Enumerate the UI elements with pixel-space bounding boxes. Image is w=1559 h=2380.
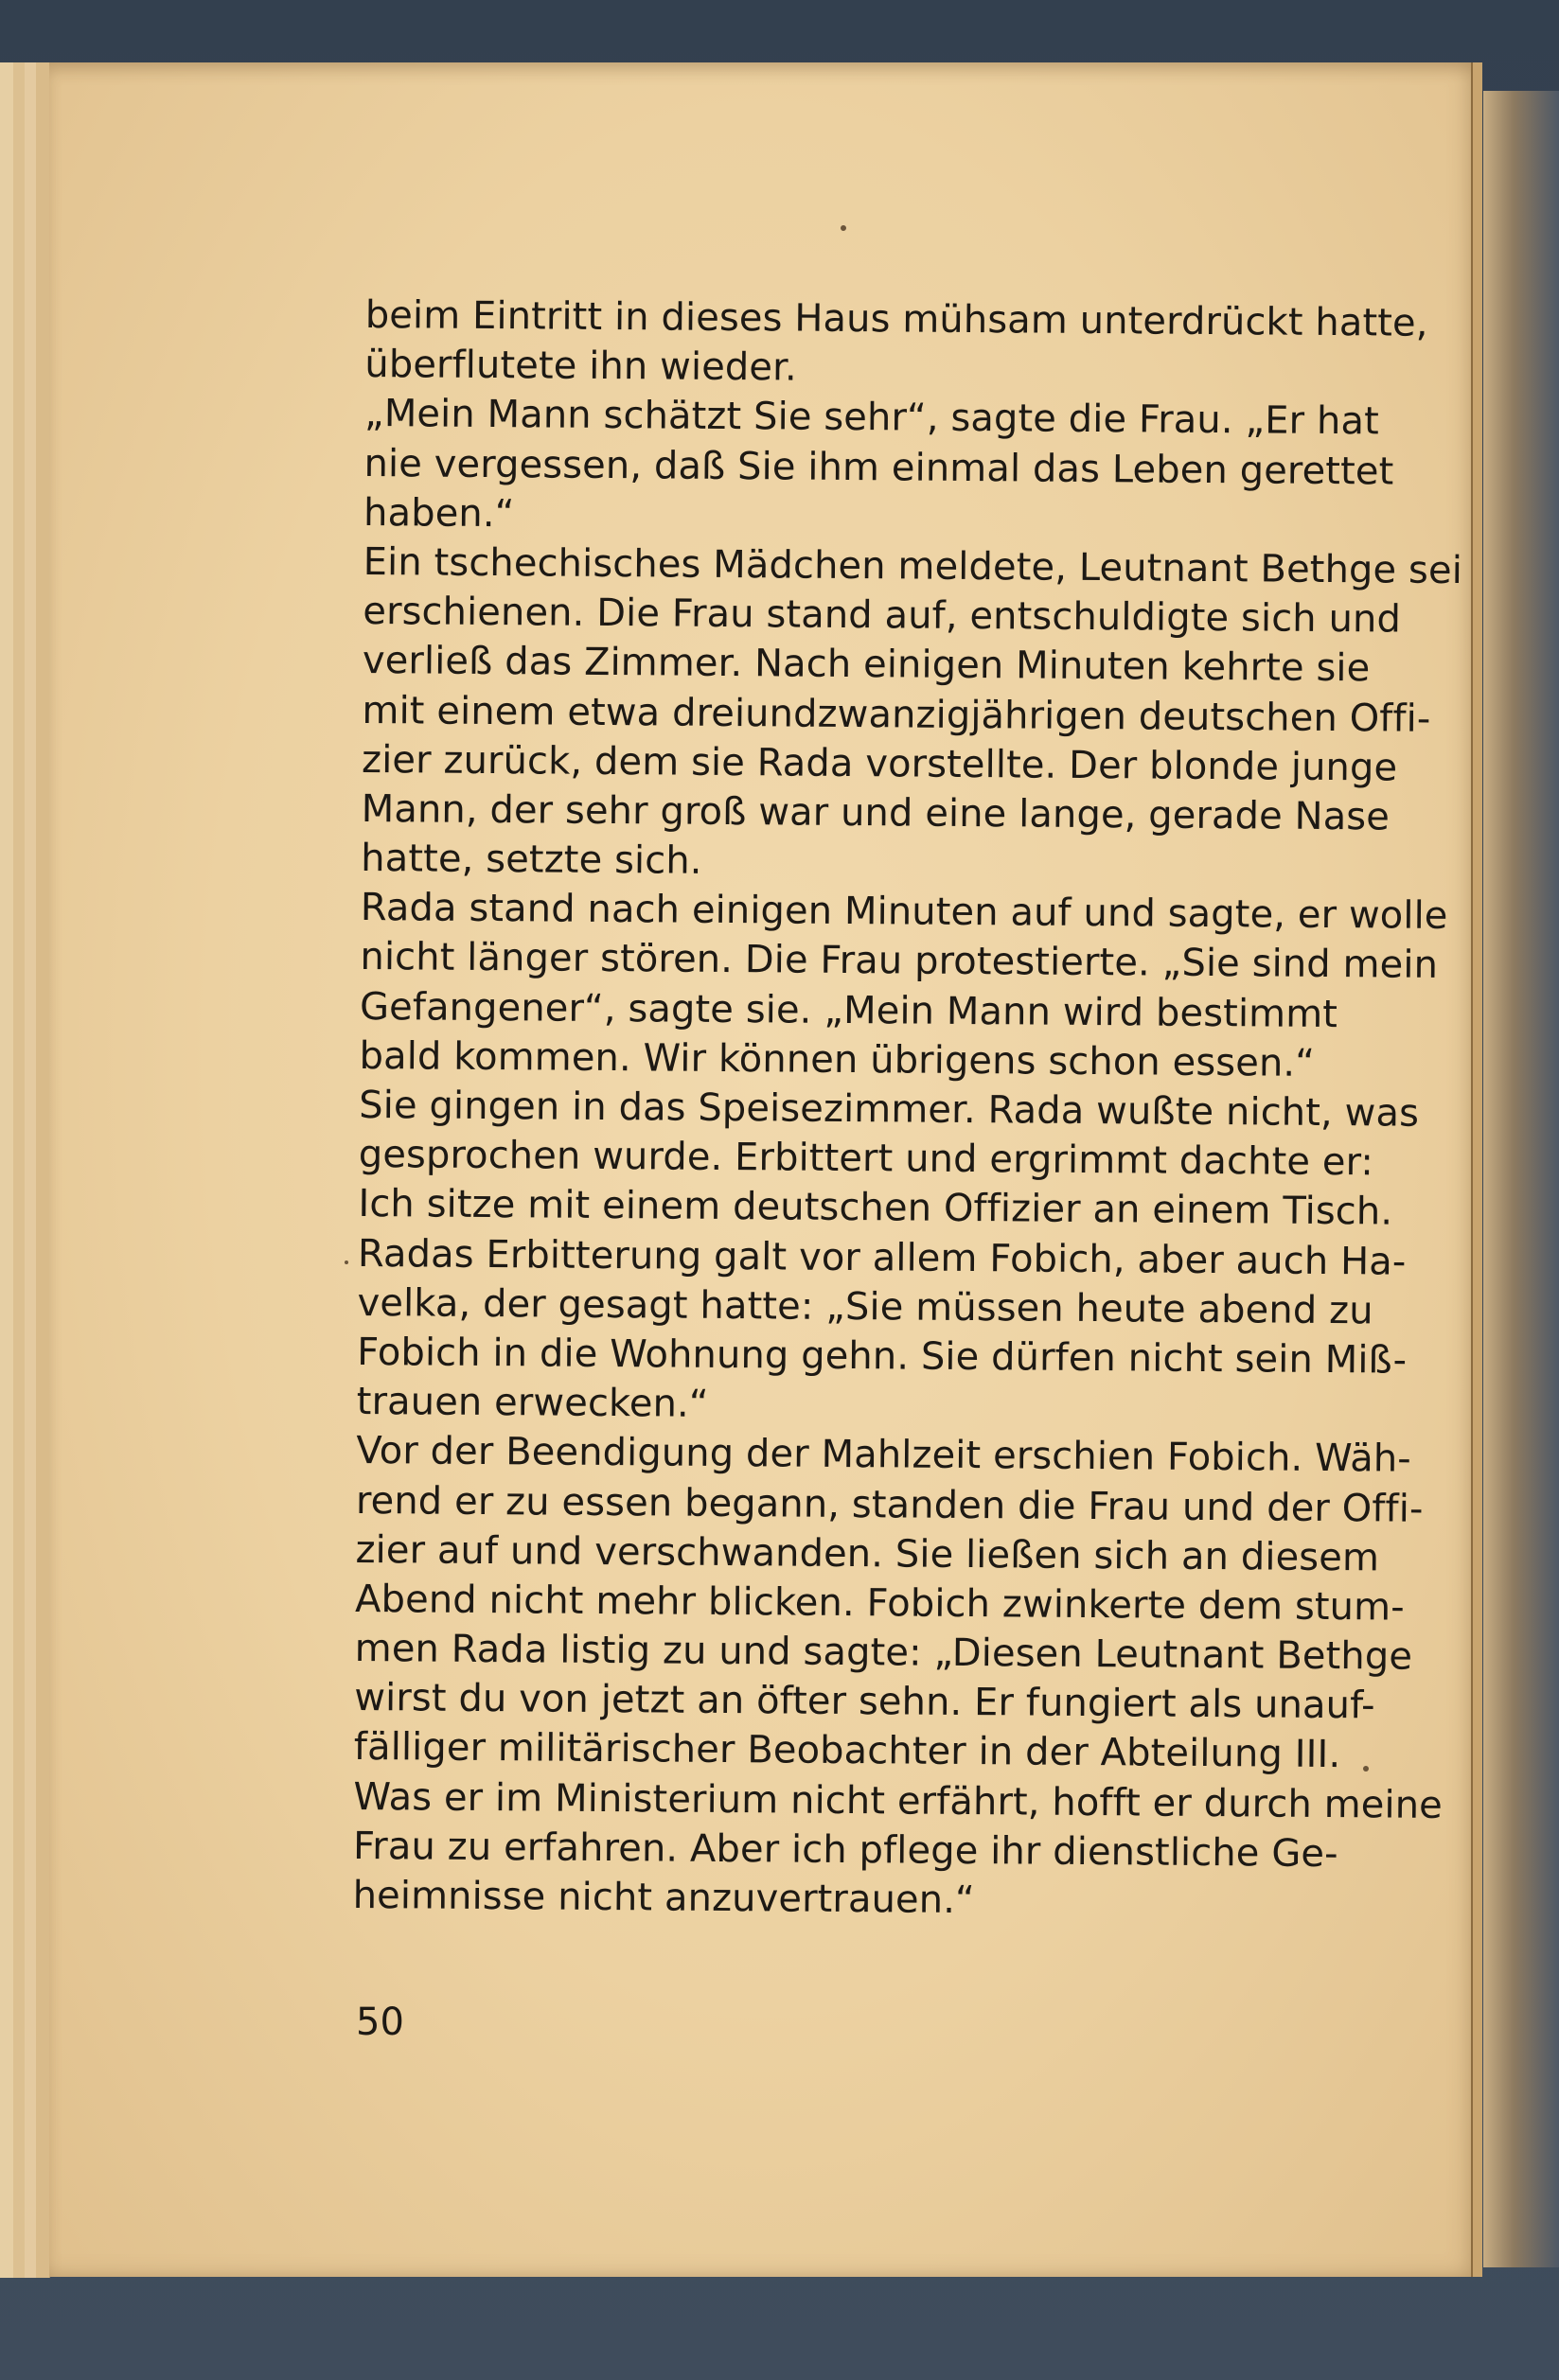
text-line: Sie gingen in das Speisezimmer. Rada wußte nicht, was — [359, 1083, 1420, 1136]
text-line: Rada stand nach einigen Minuten auf und sagte, er wolle — [360, 886, 1448, 939]
text-line: Ich sitze mit einem deutschen Offizier an einem Tisch. — [358, 1182, 1393, 1234]
text-line: Vor der Beendigung der Mahlzeit erschien Fobich. Wäh- — [356, 1429, 1411, 1482]
paper-speck — [841, 225, 846, 231]
page-edge — [0, 62, 14, 2278]
page-number: 50 — [356, 2001, 404, 2044]
text-line: Abend nicht mehr blicken. Fobich zwinkerte dem stum- — [354, 1577, 1405, 1630]
text-line: Radas Erbitterung galt vor allem Fobich, aber auch Ha- — [357, 1231, 1407, 1284]
text-line: zier zurück, dem sie Rada vorstellte. Der blonde junge — [361, 737, 1398, 790]
text-line: erschienen. Die Frau stand auf, entschuldigte sich und — [363, 590, 1402, 642]
body-text — [352, 291, 1463, 1928]
text-line: heimnisse nicht anzuvertrauen.“ — [352, 1873, 975, 1923]
text-line: Was er im Ministerium nicht erfährt, hofft er durch meine — [353, 1774, 1444, 1827]
text-line: fälliger militärischer Beobachter in der Abteilung III. — [353, 1725, 1341, 1777]
text-line: Frau zu erfahren. Aber ich pflege ihr dienstliche Ge- — [352, 1824, 1338, 1876]
text-line: Gefangener“, sagte sie. „Mein Mann wird bestimmt — [359, 984, 1338, 1036]
text-line: gesprochen wurde. Erbittert und ergrimmt dachte er: — [358, 1133, 1374, 1185]
page-gutter — [1471, 62, 1482, 2277]
text-line: velka, der gesagt hatte: „Sie müssen heute abend zu — [357, 1280, 1373, 1333]
text-line: men Rada listig zu und sagte: „Diesen Leutnant Bethge — [354, 1627, 1413, 1679]
text-line: Mann, der sehr groß war und eine lange, gerade Nase — [361, 786, 1391, 839]
text-line: beim Eintritt in dieses Haus mühsam unterdrückt hatte, — [364, 292, 1428, 345]
text-line: zier auf und verschwanden. Sie ließen sich an diesem — [355, 1527, 1380, 1580]
text-line: bald kommen. Wir können übrigens schon essen.“ — [359, 1033, 1316, 1085]
paper-speck — [1363, 1766, 1369, 1772]
text-line: nicht länger stören. Die Frau protestierte. „Sie sind mein — [360, 935, 1439, 988]
text-line: hatte, setzte sich. — [361, 837, 702, 883]
text-line: Ein tschechisches Mädchen meldete, Leutnant Bethge sei — [363, 539, 1463, 593]
text-line: wirst du von jetzt an öfter sehn. Er fungiert als unauf- — [354, 1676, 1375, 1728]
text-line: haben.“ — [363, 490, 515, 536]
book-binding — [1483, 91, 1559, 2267]
text-line: verließ das Zimmer. Nach einigen Minuten kehrte sie — [362, 639, 1371, 691]
text-line: „Mein Mann schätzt Sie sehr“, sagte die Frau. „Er hat — [363, 392, 1380, 444]
text-line: trauen erwecken.“ — [356, 1380, 709, 1427]
text-line: rend er zu essen begann, standen die Frau und der Offi- — [355, 1478, 1424, 1531]
page-edge — [36, 62, 50, 2278]
paper-speck — [345, 1261, 348, 1264]
text-line: mit einem etwa dreiundzwanzigjährigen deutschen Offi- — [362, 688, 1431, 741]
text-line: Fobich in die Wohnung gehn. Sie dürfen nicht sein Miß- — [357, 1330, 1408, 1383]
text-line: überflutete ihn wieder. — [364, 343, 797, 390]
text-line: nie vergessen, daß Sie ihm einmal das Leben gerettet — [363, 441, 1394, 494]
